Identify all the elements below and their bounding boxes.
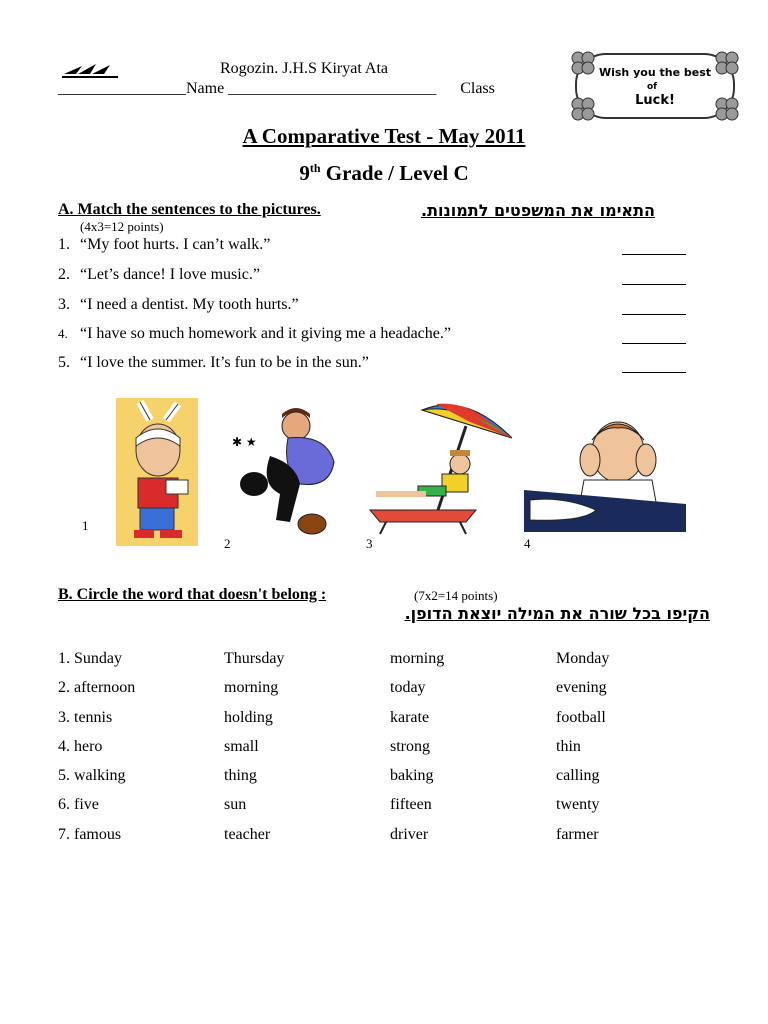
badge-line2: of bbox=[646, 82, 658, 92]
sentence-4: 4. “I have so much homework and it giving me a headache.” bbox=[58, 325, 451, 342]
word-r5-c1[interactable]: 5. walking bbox=[58, 767, 126, 784]
school-name: Rogozin. J.H.S Kiryat Ata bbox=[220, 60, 388, 77]
word-r5-c3[interactable]: baking bbox=[390, 767, 434, 784]
word-r2-c3[interactable]: today bbox=[390, 679, 426, 696]
picture-number-1: 1 bbox=[82, 518, 89, 533]
word-r7-c2[interactable]: teacher bbox=[224, 826, 271, 843]
section-b-heading: B. Circle the word that doesn't belong : bbox=[58, 586, 327, 603]
sentence-1: 1. “My foot hurts. I can’t walk.” bbox=[58, 236, 271, 253]
answer-blank-3[interactable] bbox=[622, 314, 686, 315]
injured-boy-picture bbox=[116, 398, 198, 546]
word-r5-c2[interactable]: thing bbox=[224, 767, 257, 784]
word-r3-c2[interactable]: holding bbox=[224, 709, 273, 726]
section-a-points: (4x3=12 points) bbox=[80, 219, 164, 234]
headache-boy-picture bbox=[524, 404, 686, 532]
word-r2-c2[interactable]: morning bbox=[224, 679, 279, 696]
word-r4-c3[interactable]: strong bbox=[390, 738, 430, 755]
word-r2-c1[interactable]: 2. afternoon bbox=[58, 679, 136, 696]
page-subtitle: 9th Grade / Level C bbox=[299, 161, 469, 185]
word-r1-c3[interactable]: morning bbox=[390, 650, 445, 667]
word-r3-c3[interactable]: karate bbox=[390, 709, 430, 726]
badge-line1: Wish you the best bbox=[598, 66, 712, 79]
word-r7-c1[interactable]: 7. famous bbox=[58, 826, 122, 843]
word-r5-c4[interactable]: calling bbox=[556, 767, 600, 784]
answer-blank-1[interactable] bbox=[622, 254, 686, 255]
good-luck-badge bbox=[566, 48, 744, 124]
word-r6-c3[interactable]: fifteen bbox=[390, 796, 432, 813]
word-r3-c1[interactable]: 3. tennis bbox=[58, 709, 113, 726]
word-r4-c2[interactable]: small bbox=[224, 738, 259, 755]
word-r7-c4[interactable]: farmer bbox=[556, 826, 599, 843]
sunbathing-picture bbox=[366, 398, 512, 538]
man-holding-foot-picture bbox=[230, 404, 338, 552]
picture-number-2: 2 bbox=[224, 536, 231, 551]
word-r3-c4[interactable]: football bbox=[556, 709, 606, 726]
answer-blank-2[interactable] bbox=[622, 284, 686, 285]
word-r4-c1[interactable]: 4. hero bbox=[58, 738, 103, 755]
word-r7-c3[interactable]: driver bbox=[390, 826, 429, 843]
section-b-hebrew: הקיפו בכל שורה את המילה יוצאת הדופן. bbox=[404, 604, 710, 623]
svg-text:✱ ★: ✱ ★ bbox=[232, 435, 257, 449]
section-a-hebrew: התאימו את המשפטים לתמונות. bbox=[420, 201, 655, 220]
school-logo bbox=[62, 60, 118, 80]
word-r2-c4[interactable]: evening bbox=[556, 679, 607, 696]
sentence-5: 5. “I love the summer. It’s fun to be in the sun.” bbox=[58, 354, 369, 371]
sentence-3: 3. “I need a dentist. My tooth hurts.” bbox=[58, 296, 299, 313]
section-a-heading: A. Match the sentences to the pictures. bbox=[58, 201, 321, 218]
name-class-line: ________________Name __________________________ Class bbox=[58, 80, 495, 97]
picture-number-3: 3 bbox=[366, 536, 373, 551]
badge-line3: Luck! bbox=[635, 93, 675, 108]
section-b-points: (7x2=14 points) bbox=[414, 588, 498, 603]
word-r6-c1[interactable]: 6. five bbox=[58, 796, 99, 813]
word-r1-c4[interactable]: Monday bbox=[556, 650, 610, 667]
clover-frame-icon bbox=[566, 48, 744, 124]
word-r6-c4[interactable]: twenty bbox=[556, 796, 600, 813]
answer-blank-4[interactable] bbox=[622, 343, 686, 344]
word-r4-c4[interactable]: thin bbox=[556, 738, 581, 755]
word-r1-c1[interactable]: 1. Sunday bbox=[58, 650, 122, 667]
page-title: A Comparative Test - May 2011 bbox=[242, 124, 526, 148]
answer-blank-5[interactable] bbox=[622, 372, 686, 373]
word-r1-c2[interactable]: Thursday bbox=[224, 650, 285, 667]
picture-number-4: 4 bbox=[524, 536, 531, 551]
sentence-2: 2. “Let’s dance! I love music.” bbox=[58, 266, 260, 283]
word-r6-c2[interactable]: sun bbox=[224, 796, 247, 813]
